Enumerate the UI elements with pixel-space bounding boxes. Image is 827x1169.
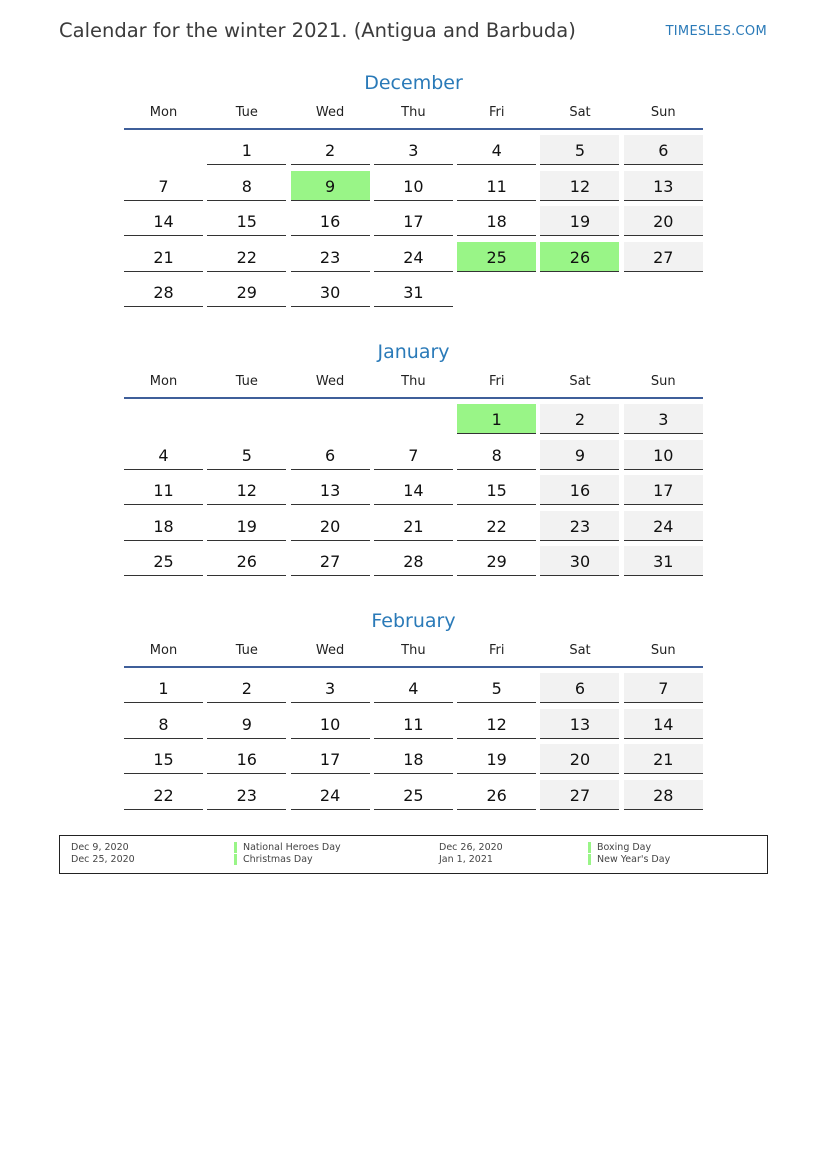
day-cell: 23 [291,242,370,272]
weekday-label: Fri [488,105,505,120]
month-title: February [371,610,456,632]
day-cell: 13 [540,709,619,739]
weekday-label: Fri [488,374,505,389]
legend-date: Jan 1, 2021 [439,854,493,865]
weekday-label: Thu [401,374,426,389]
day-cell: 5 [540,135,619,165]
weekday-header [124,371,703,397]
day-cell: 12 [457,709,536,739]
day-cell: 11 [124,475,203,505]
legend-date: Dec 26, 2020 [439,842,503,853]
day-cell: 22 [207,242,286,272]
weekday-label: Tue [235,374,258,389]
day-cell: 25 [374,780,453,810]
day-cell: 1 [207,135,286,165]
day-cell: 2 [207,673,286,703]
legend-holiday-name: Boxing Day [588,842,651,853]
weekday-label: Sun [650,643,676,658]
legend-holiday-name: Christmas Day [234,854,313,865]
day-cell: 20 [540,744,619,774]
weekday-label: Wed [315,105,345,120]
day-cell: 31 [624,546,703,576]
weekday-header [124,640,703,666]
legend-holiday-name: New Year's Day [588,854,670,865]
day-cell: 11 [457,171,536,201]
day-cell: 6 [291,440,370,470]
month-february [124,606,703,810]
day-cell: 27 [540,780,619,810]
day-cell: 2 [540,404,619,434]
day-cell: 30 [291,277,370,307]
legend-date: Dec 9, 2020 [71,842,129,853]
empty-cell [374,404,453,433]
holiday-legend [59,835,768,874]
site-link[interactable]: TIMESLES.COM [665,24,767,39]
day-cell: 13 [624,171,703,201]
day-cell: 7 [374,440,453,470]
day-cell: 30 [540,546,619,576]
day-cell: 16 [540,475,619,505]
weekday-label: Fri [488,643,505,658]
day-cell: 14 [124,206,203,236]
legend-date: Dec 25, 2020 [71,854,135,865]
day-cell: 14 [624,709,703,739]
day-cell: 22 [457,511,536,541]
day-cell: 8 [207,171,286,201]
month-title: December [364,72,463,94]
weekday-label: Sat [569,643,591,658]
month-title: January [377,341,450,363]
day-cell: 29 [207,277,286,307]
day-cell: 27 [624,242,703,272]
day-cell: 18 [457,206,536,236]
day-cell: 4 [124,440,203,470]
weekday-label: Wed [315,374,345,389]
day-cell: 16 [207,744,286,774]
weekday-label: Thu [401,643,426,658]
weekday-label: Tue [235,643,258,658]
weekday-label: Tue [235,105,258,120]
day-cell: 20 [291,511,370,541]
day-cell: 10 [291,709,370,739]
weekday-label: Sun [650,374,676,389]
weekday-label: Wed [315,643,345,658]
day-cell: 12 [540,171,619,201]
day-cell: 7 [124,171,203,201]
day-cell: 28 [624,780,703,810]
empty-cell [291,404,370,433]
day-cell: 4 [457,135,536,165]
day-cell: 13 [291,475,370,505]
day-cell: 10 [374,171,453,201]
day-cell: 17 [624,475,703,505]
day-cell: 12 [207,475,286,505]
day-cell: 21 [124,242,203,272]
holiday-day-cell: 26 [540,242,619,272]
day-cell: 28 [124,277,203,307]
weekday-label: Sun [650,105,676,120]
holiday-day-cell: 1 [457,404,536,434]
weekday-label: Mon [149,105,178,120]
day-cell: 18 [374,744,453,774]
day-cell: 24 [374,242,453,272]
day-cell: 3 [374,135,453,165]
weekday-label: Sat [569,105,591,120]
day-grid [124,404,703,576]
day-cell: 16 [291,206,370,236]
day-cell: 20 [624,206,703,236]
day-cell: 3 [624,404,703,434]
day-cell: 1 [124,673,203,703]
holiday-day-cell: 25 [457,242,536,272]
day-cell: 3 [291,673,370,703]
day-cell: 21 [374,511,453,541]
empty-cell [207,404,286,433]
day-cell: 24 [624,511,703,541]
day-cell: 19 [207,511,286,541]
day-cell: 10 [624,440,703,470]
day-cell: 28 [374,546,453,576]
day-cell: 27 [291,546,370,576]
legend-holiday-name: National Heroes Day [234,842,341,853]
day-cell: 23 [540,511,619,541]
day-cell: 31 [374,277,453,307]
day-cell: 26 [457,780,536,810]
weekday-label: Thu [401,105,426,120]
day-cell: 25 [124,546,203,576]
day-cell: 15 [207,206,286,236]
day-cell: 19 [540,206,619,236]
day-cell: 6 [624,135,703,165]
holiday-day-cell: 9 [291,171,370,201]
day-cell: 26 [207,546,286,576]
weekday-label: Sat [569,374,591,389]
day-cell: 21 [624,744,703,774]
day-grid [124,135,703,307]
day-cell: 22 [124,780,203,810]
day-cell: 6 [540,673,619,703]
day-cell: 9 [207,709,286,739]
month-december [124,68,703,307]
header-rule [124,666,703,668]
empty-cell [124,135,203,164]
day-cell: 19 [457,744,536,774]
day-cell: 24 [291,780,370,810]
day-cell: 15 [457,475,536,505]
day-cell: 8 [124,709,203,739]
weekday-label: Mon [149,374,178,389]
day-cell: 18 [124,511,203,541]
day-cell: 14 [374,475,453,505]
weekday-label: Mon [149,643,178,658]
day-cell: 11 [374,709,453,739]
header-rule [124,397,703,399]
day-cell: 23 [207,780,286,810]
day-cell: 4 [374,673,453,703]
day-cell: 17 [374,206,453,236]
empty-cell [124,404,203,433]
month-january [124,337,703,576]
day-cell: 7 [624,673,703,703]
header-rule [124,128,703,130]
page-title: Calendar for the winter 2021. (Antigua and Barbuda) [59,19,576,42]
day-grid [124,673,703,810]
day-cell: 17 [291,744,370,774]
day-cell: 5 [207,440,286,470]
weekday-header [124,102,703,128]
day-cell: 5 [457,673,536,703]
day-cell: 8 [457,440,536,470]
day-cell: 2 [291,135,370,165]
day-cell: 9 [540,440,619,470]
day-cell: 29 [457,546,536,576]
day-cell: 15 [124,744,203,774]
